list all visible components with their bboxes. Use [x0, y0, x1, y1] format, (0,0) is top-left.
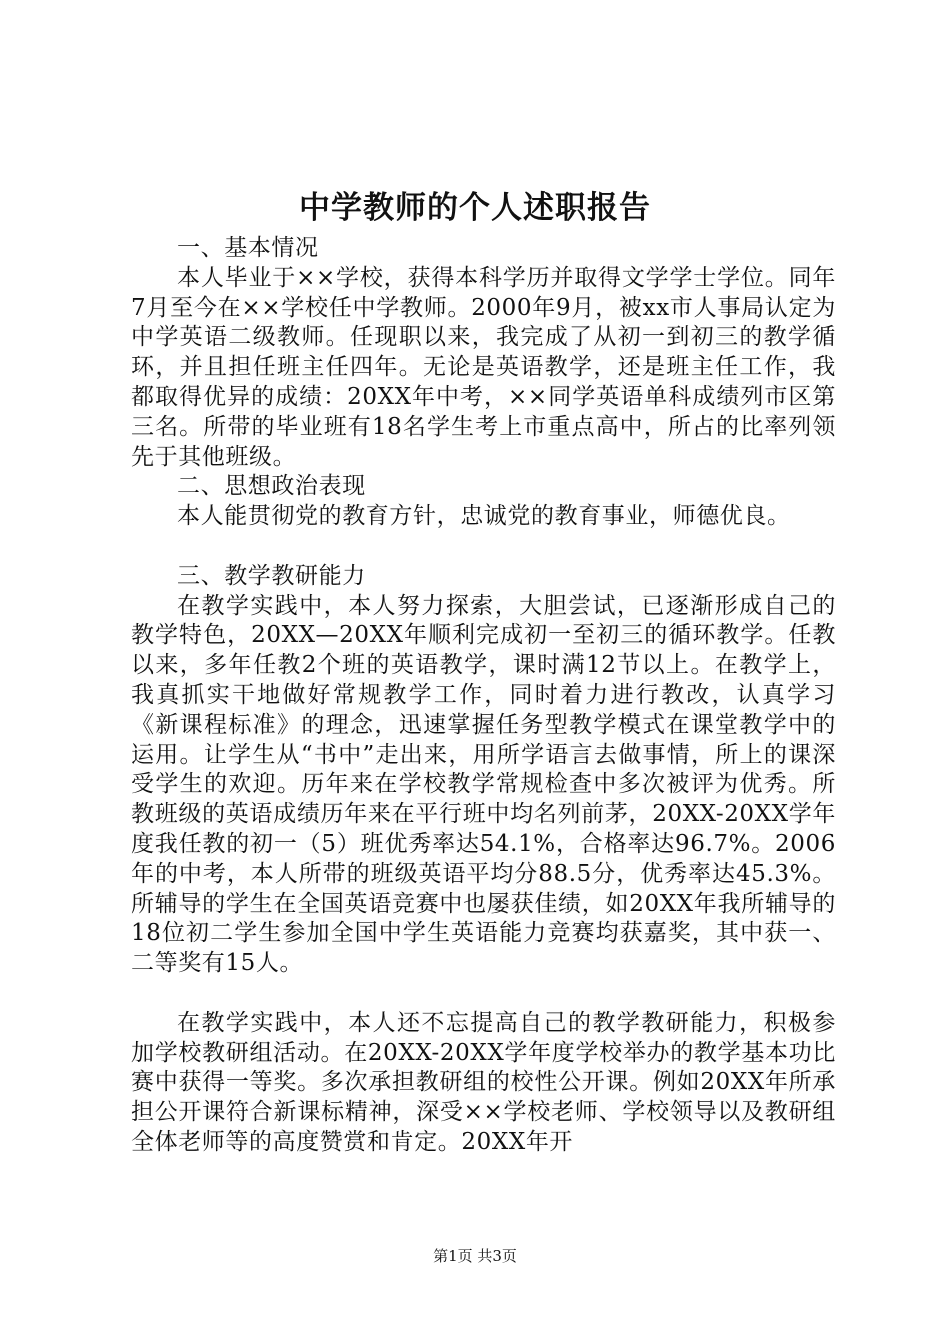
paragraph: 本人能贯彻党的教育方针，忠诚党的教育事业，师德优良。 [177, 503, 791, 530]
section-heading: 二、思想政治表现 [177, 473, 366, 500]
paragraph: 在教学实践中，本人还不忘提高自己的教学教研能力，积极参加学校教研组活动。在20XX-20XX学年度学校举办的教学基本功比赛中获得一等奖。多次承担教研组的校性公开课。例如20XX年所承担公开课符合新课标精神，深受××学校老师、学校领导以及教研组全体老师等的高度赞赏和肯定。20XX年开 [131, 1009, 836, 1155]
page-title: 中学教师的个人述职报告 [299, 190, 651, 226]
page-number: 第1页 共3页 [433, 1247, 517, 1265]
blank-line [131, 532, 836, 562]
document-body [131, 234, 836, 1158]
section-heading: 一、基本情况 [177, 235, 319, 261]
blank-line [131, 979, 836, 1009]
section-heading: 三、教学教研能力 [177, 562, 366, 589]
page-footer [0, 1246, 950, 1266]
paragraph: 本人毕业于××学校，获得本科学历并取得文学学士学位。同年7月至今在××学校任中学教师。2000年9月，被xx市人事局认定为中学英语二级教师。任现职以来，我完成了从初一到初三的教学循环，并且担任班主任四年。无论是英语教学，还是班主任工作，我都取得优异的成绩：20XX年中考，××同学英语单科成绩列市区第三名。所带的毕业班有18名学生考上市重点高中，所占的比率列领先于其他班级。 [131, 264, 836, 470]
paragraph: 在教学实践中，本人努力探索，大胆尝试，已逐渐形成自己的教学特色，20XX—20XX年顺利完成初一至初三的循环教学。任教以来，多年任教2个班的英语教学，课时满12节以上。在教学上，我真抓实干地做好常规教学工作，同时着力进行教改，认真学习《新课程标准》的理念，迅速掌握任务型教学模式在课堂教学中的运用。让学生从“书中”走出来，用所学语言去做事情，所上的课深受学生的欢迎。历年来在学校教学常规检查中多次被评为优秀。所教班级的英语成绩历年来在平行班中均名列前茅，20XX-20XX学年度我任教的初一（5）班优秀率达54.1%，合格率达96.7%。2006年的中考，本人所带的班级英语平均分88.5分，优秀率达45.3%。所辅导的学生在全国英语竞赛中也屡获佳绩，如20XX年我所辅导的18位初二学生参加全国中学生英语能力竞赛均获嘉奖，其中获一、二等奖有15人。 [131, 592, 836, 977]
